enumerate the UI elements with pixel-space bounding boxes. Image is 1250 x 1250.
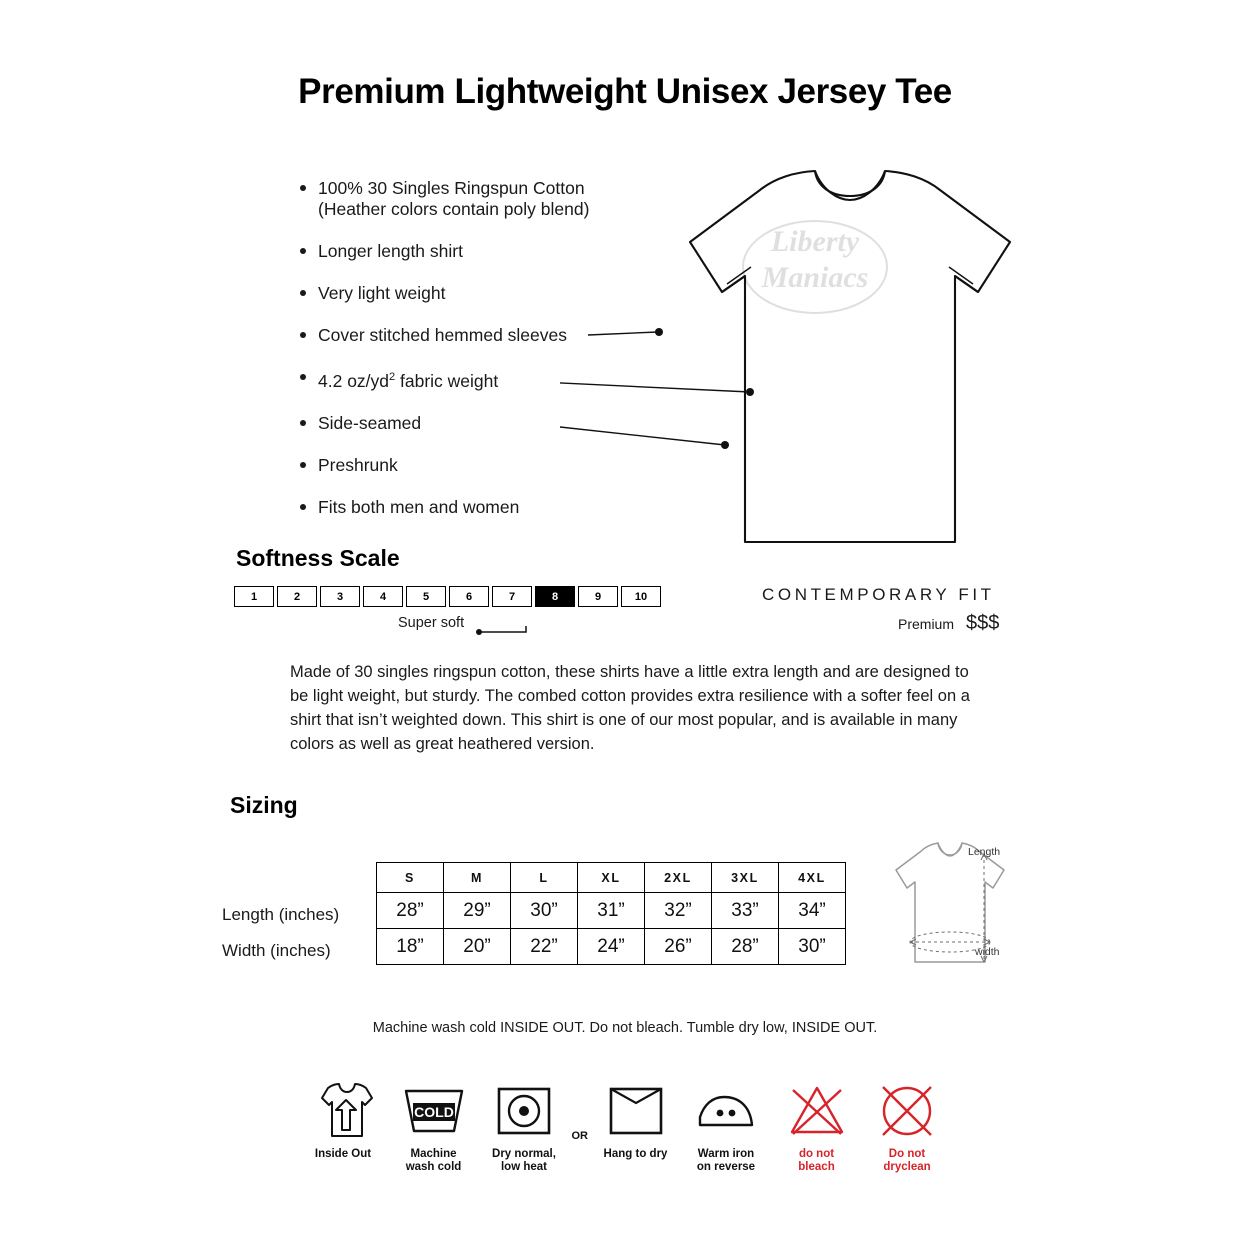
- care-caption: Hang to dry: [603, 1148, 668, 1160]
- scale-cell[interactable]: 1: [234, 586, 274, 607]
- bullet-icon: [300, 332, 306, 338]
- care-caption: Warm iron on reverse: [696, 1148, 756, 1173]
- column-header: L: [511, 863, 578, 893]
- care-caption: Machine wash cold: [405, 1148, 462, 1173]
- feature-text: Very light weight: [318, 283, 446, 303]
- bullet-icon: [300, 462, 306, 468]
- cell-length: 28”: [377, 893, 444, 929]
- fit-label: CONTEMPORARY FIT: [762, 585, 995, 604]
- do-not-bleach-icon: [774, 1080, 860, 1142]
- cell-width: 26”: [645, 929, 712, 965]
- care-item-hang-to-dry: [593, 1080, 679, 1161]
- sizing-table: [376, 862, 846, 965]
- column-header: XL: [578, 863, 645, 893]
- do-not-dryclean-icon: [864, 1080, 950, 1142]
- diagram-length-label: Length: [968, 846, 1001, 858]
- care-item-do-not-dryclean: [864, 1080, 950, 1174]
- scale-cell[interactable]: 10: [621, 586, 661, 607]
- scale-cell[interactable]: 5: [406, 586, 446, 607]
- table-row: [377, 893, 846, 929]
- feature-text: Fits both men and women: [318, 496, 520, 517]
- table-header-row: [377, 863, 846, 893]
- cell-width: 30”: [779, 929, 846, 965]
- cell-width: 18”: [377, 929, 444, 965]
- feature-text: Cover stitched hemmed sleeves: [318, 325, 567, 345]
- bullet-icon: [300, 504, 306, 510]
- page-title: Premium Lightweight Unisex Jersey Tee: [298, 72, 952, 111]
- machine-wash-cold-icon: [391, 1080, 477, 1142]
- warm-iron-reverse-icon: [683, 1080, 769, 1142]
- hang-to-dry-icon: [593, 1080, 679, 1142]
- column-header: 3XL: [712, 863, 779, 893]
- scale-cell[interactable]: 3: [320, 586, 360, 607]
- svg-text:Liberty: Liberty: [770, 225, 860, 258]
- cell-length: 30”: [511, 893, 578, 929]
- softness-heading: Softness Scale: [236, 545, 400, 571]
- row-label-length: Length (inches): [222, 905, 340, 924]
- care-item-dry-normal: [481, 1080, 567, 1174]
- bullet-icon: [300, 290, 306, 296]
- column-header: 2XL: [645, 863, 712, 893]
- row-label-width: Width (inches): [222, 941, 331, 960]
- cell-length: 34”: [779, 893, 846, 929]
- diagram-width-label: width: [975, 946, 1000, 958]
- cell-length: 33”: [712, 893, 779, 929]
- scale-cell[interactable]: 7: [492, 586, 532, 607]
- feature-text: Preshrunk: [318, 454, 398, 475]
- super-soft-label: Super soft: [398, 615, 465, 631]
- bullet-icon: [300, 420, 306, 426]
- care-caption: Dry normal, low heat: [492, 1148, 556, 1173]
- care-item-machine-wash: [391, 1080, 477, 1174]
- cell-width: 28”: [712, 929, 779, 965]
- cell-length: 29”: [444, 893, 511, 929]
- feature-subtext: (Heather colors contain poly blend): [318, 199, 590, 219]
- care-item-inside-out: [300, 1080, 386, 1161]
- care-item-do-not-bleach: [774, 1080, 860, 1174]
- feature-text-inner: 4.2 $oz/yd^2$ fabric weight: [318, 370, 499, 391]
- care-caption: do not bleach: [798, 1148, 835, 1173]
- bullet-icon: [300, 248, 306, 254]
- column-header: M: [444, 863, 511, 893]
- or-separator-label: OR: [571, 1130, 588, 1142]
- bullet-icon: [300, 185, 306, 191]
- price-label: $$$: [966, 612, 1000, 634]
- cell-width: 24”: [578, 929, 645, 965]
- bullet-icon: [300, 374, 306, 380]
- feature-text: Side-seamed: [318, 412, 422, 433]
- cell-length: 31”: [578, 893, 645, 929]
- super-soft-pointer-icon: [476, 625, 532, 635]
- scale-cell[interactable]: 9: [578, 586, 618, 607]
- scale-cell[interactable]: 6: [449, 586, 489, 607]
- dry-normal-low-heat-icon: [481, 1080, 567, 1142]
- care-instructions: Machine wash cold INSIDE OUT. Do not bleach. Tumble dry low, INSIDE OUT.: [372, 1020, 878, 1036]
- scale-cell-active[interactable]: 8: [535, 586, 575, 607]
- inside-out-icon: [300, 1080, 386, 1142]
- care-item-warm-iron: [683, 1080, 769, 1174]
- callout-leader-lines: [560, 160, 1040, 560]
- feature-text: 100% 30 Singles Ringspun Cotton: [318, 178, 585, 198]
- cell-width: 22”: [511, 929, 578, 965]
- care-caption: Inside Out: [314, 1148, 372, 1160]
- tier-label: Premium: [898, 616, 955, 632]
- column-header: 4XL: [779, 863, 846, 893]
- sizing-heading: Sizing: [230, 792, 298, 818]
- scale-cell[interactable]: 2: [277, 586, 317, 607]
- svg-text:Maniacs: Maniacs: [761, 261, 869, 294]
- sizing-row-labels: [222, 898, 372, 970]
- cell-length: 32”: [645, 893, 712, 929]
- scale-cell[interactable]: 4: [363, 586, 403, 607]
- column-header: S: [377, 863, 444, 893]
- cell-width: 20”: [444, 929, 511, 965]
- softness-scale: [234, 586, 664, 607]
- care-symbol-row: [300, 1080, 950, 1174]
- feature-text: [318, 371, 498, 391]
- care-caption: Do not dryclean: [883, 1148, 931, 1173]
- svg-text:COLD: COLD: [413, 1104, 454, 1120]
- feature-text: Longer length shirt: [318, 241, 463, 261]
- table-row: [377, 929, 846, 965]
- product-description: Made of 30 singles ringspun cotton, these shirts have a little extra length and are designed to be light weight, but sturdy. The combed cotton provides extra resilience with a softer feel on a shirt that isn’t weighted down. This shirt is one of our most popular, and is available in many colors as well as great heathered version.: [290, 663, 970, 753]
